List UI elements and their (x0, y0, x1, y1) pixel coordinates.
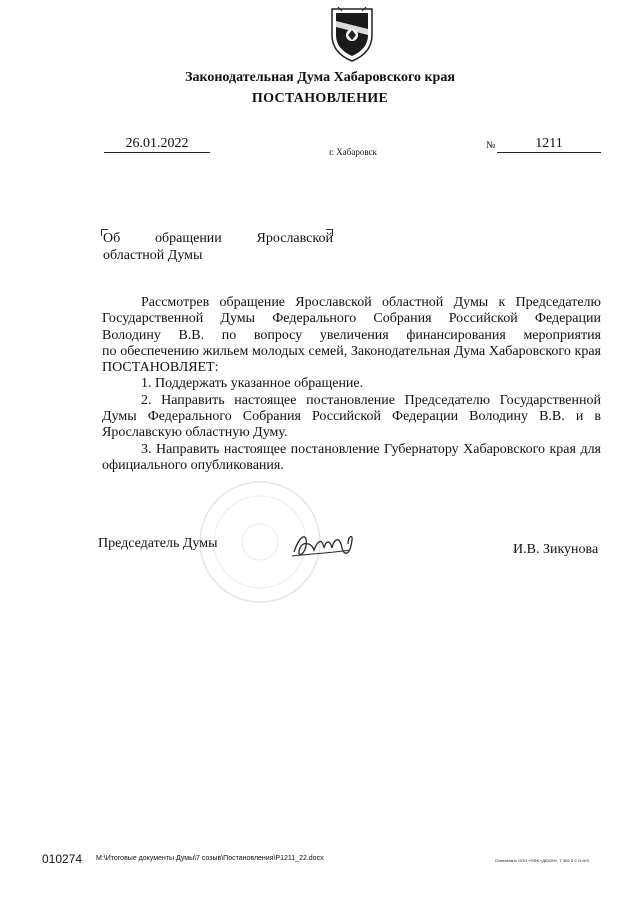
body-line: по обеспечению жильем молодых семей, Законодательная Дума Хабаровского края (102, 343, 601, 359)
document-date: 26.01.2022 (104, 136, 210, 153)
body-line: Рассмотрев обращение Ярославской областной Думы к Председателю (141, 295, 601, 310)
subject-line-1 (103, 230, 333, 247)
document-number: 1211 (497, 136, 601, 153)
subject-line-2: областной Думы (103, 248, 203, 263)
footer-code: 010274 (42, 852, 83, 866)
organization-name: Законодательная Дума Хабаровского края (185, 70, 455, 85)
document-subject (103, 230, 333, 264)
document-body (102, 295, 601, 474)
handwritten-signature (290, 526, 362, 564)
subject-word: Об (103, 231, 121, 246)
subject-word: обращении (154, 231, 222, 246)
body-item-1: 1. Поддержать указанное обращение. (141, 376, 364, 392)
subject-word: Ярославской (256, 231, 333, 246)
chairman-label: Председатель Думы (98, 536, 218, 551)
document-city: г. Хабаровск (329, 147, 377, 157)
body-item-2: 2. Направить настоящее постановление Председателю Государственной Думы Федерального Собрания Российской Федерации Володину В.В. и в Ярославскую областную Думу. (102, 392, 601, 441)
body-line: Государственной Думы Федерального Собрания Российской Федерации (102, 311, 601, 327)
footer-print-info: Отпечатано ООО «ПФК «ДЮОН», Т 302 З С Н-Н/З (495, 858, 589, 863)
number-sign: № (486, 140, 496, 151)
body-item-3: 3. Направить настоящее постановление Губернатору Хабаровского края для официального опубликования. (102, 441, 601, 473)
chairman-name: И.В. Зикунова (513, 542, 599, 557)
body-line: ПОСТАНОВЛЯЕТ: (102, 360, 219, 376)
khabarovsk-krai-emblem-icon (328, 5, 376, 63)
footer-file-path: М:\Итоговые документы Думы\7 созыв\Постановления\P1211_22.docx (96, 855, 324, 862)
document-type: ПОСТАНОВЛЕНИЕ (251, 91, 389, 106)
body-line: Володину В.В. по вопросу увеличения финансирования мероприятия (102, 327, 601, 343)
